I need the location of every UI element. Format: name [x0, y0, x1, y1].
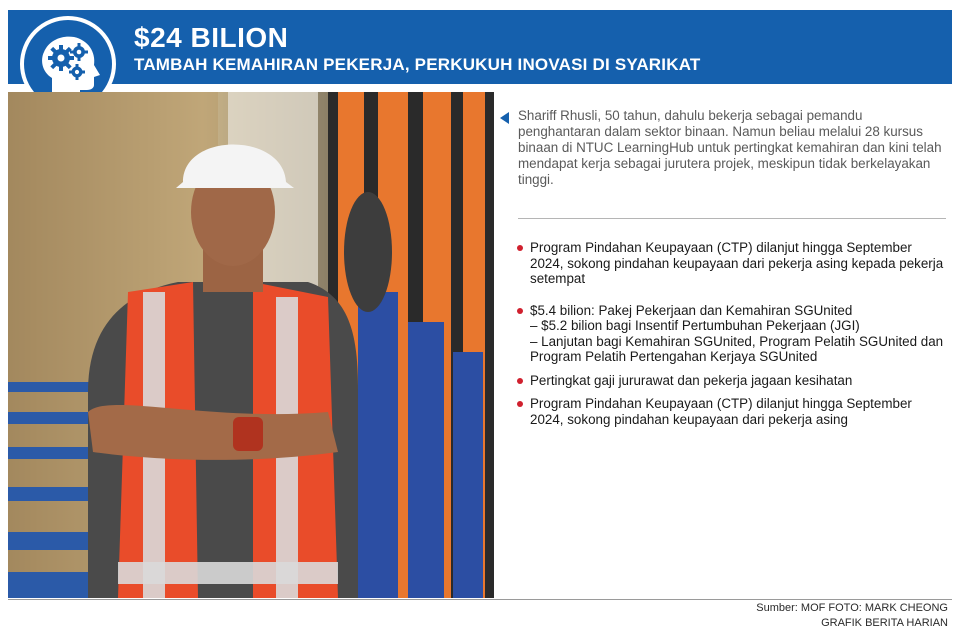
source-credit: Sumber: MOF FOTO: MARK CHEONG — [756, 602, 948, 614]
bullet-icon — [517, 401, 523, 407]
bullet-list — [516, 240, 946, 427]
bullet-subtext: – Lanjutan bagi Kemahiran SGUnited, Program Pelatih SGUnited dan Program Pelatih Pertengahan Kerjaya SGUnited — [530, 333, 944, 364]
page-title: $24 BILION — [134, 22, 289, 53]
bullet-icon — [517, 245, 523, 251]
graphic-credit: GRAFIK BERITA HARIAN — [821, 617, 948, 629]
bullet-text: Program Pindahan Keupayaan (CTP) dilanjut hingga September 2024, sokong pindahan keupayaan dari pekerja asing kepada pekerja setempat — [530, 240, 944, 286]
bullet-subtext: – $5.2 bilion bagi Insentif Pertumbuhan Pekerjaan (JGI) — [530, 318, 860, 333]
bullet-icon — [517, 308, 523, 314]
caption-text: Shariff Rhusli, 50 tahun, dahulu bekerja sebagai pemandu penghantaran dalam sektor binaan. Namun beliau melalui 28 kursus binaan di NTUC LearningHub untuk pertingkat kemahiran dan kini telah mendapat kerja sebagai jurutera projek, meskipun tidak berkelayakan tinggi. — [518, 108, 942, 187]
divider — [518, 218, 946, 219]
worker-photo-illustration — [8, 92, 494, 598]
worker-photo — [8, 92, 494, 598]
bullet-text: Program Pindahan Keupayaan (CTP) dilanjut hingga September 2024, sokong pindahan keupayaan dari pekerja asing — [530, 396, 912, 427]
photo-caption — [506, 108, 946, 188]
bullet-text: Pertingkat gaji jururawat dan pekerja jagaan kesihatan — [530, 372, 853, 388]
list-item — [516, 373, 946, 389]
bullet-text: $5.4 bilion: Pakej Pekerjaan dan Kemahiran SGUnited — [530, 302, 853, 318]
list-item — [516, 240, 946, 287]
page-subtitle: TAMBAH KEMAHIRAN PEKERJA, PERKUKUH INOVASI DI SYARIKAT — [134, 55, 701, 74]
footer-divider — [8, 599, 952, 600]
bullet-icon — [517, 378, 523, 384]
list-item — [516, 396, 946, 427]
list-item — [516, 303, 946, 365]
caption-pointer-icon — [500, 112, 509, 124]
